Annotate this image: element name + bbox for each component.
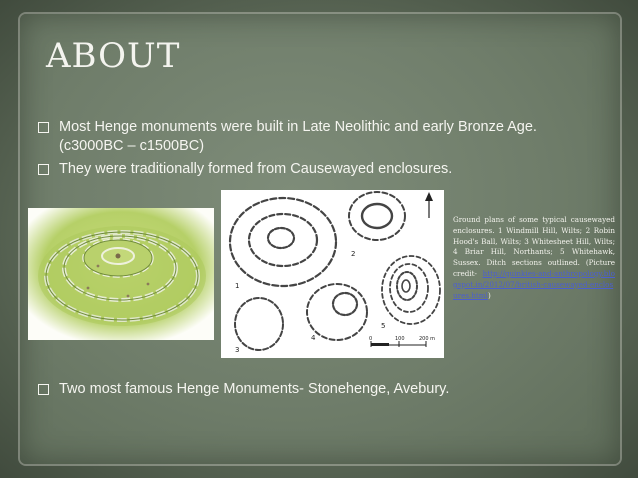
bullet-text-continued: (c3000BC – c1500BC) — [59, 138, 205, 154]
enclosure-plans-image — [221, 190, 444, 358]
scale-label-200: 200 m — [419, 336, 436, 342]
bullet-text: Most Henge monuments were built in Late Neolithic and early Bronze Age. — [59, 119, 537, 135]
caption-text: Ground plans of some typical causewayed enclosures. 1 Windmill Hill, Wilts; 2 Robin Hood's Ball, Wilts; 3 Whitesheet Hill, Wilts; 4 Briar Hill, Northants; 5 Whitehawk, Sussex. Ditch sections outlined. (Picture credit- — [453, 215, 615, 278]
enclosure-aerial-image — [28, 208, 214, 340]
plan-label-4: 4 — [311, 334, 316, 342]
checkbox-bullet-icon — [38, 164, 49, 175]
plan-label-5: 5 — [381, 322, 386, 330]
caption-close: ) — [487, 290, 491, 300]
scale-label-100: 100 — [395, 336, 405, 342]
bullet-item-1 — [38, 118, 618, 158]
checkbox-bullet-icon — [38, 122, 49, 133]
plan-label-1: 1 — [235, 282, 240, 290]
plan-label-2: 2 — [351, 250, 356, 258]
scale-label-0: 0 — [369, 336, 373, 342]
plan-label-3: 3 — [235, 346, 240, 354]
slide-title: ABOUT — [46, 36, 181, 76]
bullet-text: Two most famous Henge Monuments- Stonehenge, Avebury. — [59, 381, 450, 397]
bullet-text: They were traditionally formed from Causewayed enclosures. — [59, 161, 453, 177]
image-caption — [453, 215, 615, 301]
picture-credit-link[interactable]: http://quinkies-and-anthropology.blogspot.in/2012/07/british-causewayed-enclosures.html — [453, 268, 615, 300]
bullet-item-3 — [38, 380, 598, 400]
bullet-item-2 — [38, 160, 598, 180]
checkbox-bullet-icon — [38, 384, 49, 395]
